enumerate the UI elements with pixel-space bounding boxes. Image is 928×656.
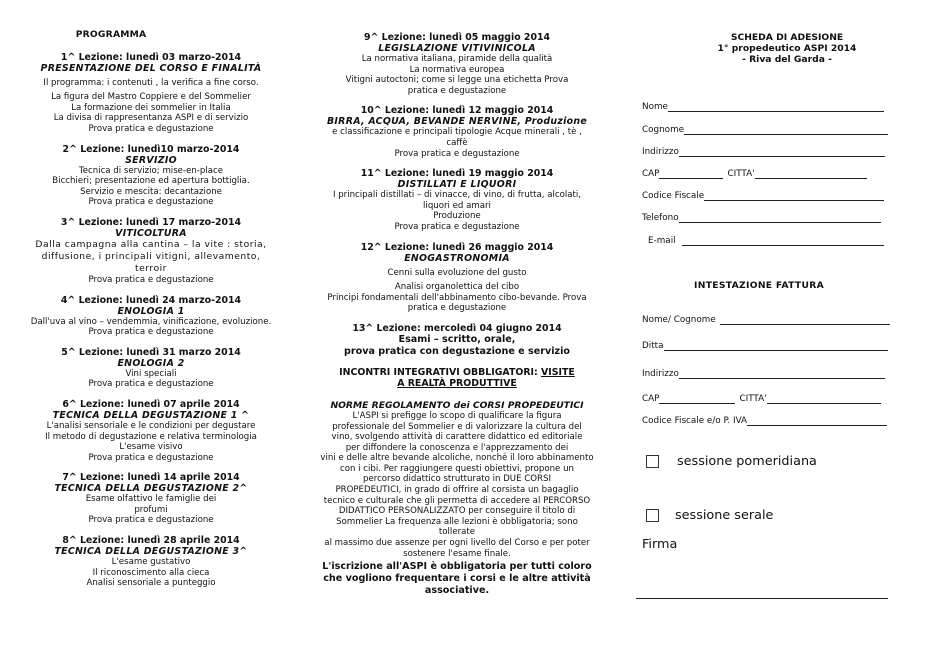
field-ditta-label: Ditta [642, 341, 664, 351]
field-nome-cognome-label: Nome/ Cognome [642, 315, 716, 325]
incontri-link-1: VISITE [541, 366, 575, 378]
lesson-line: Dall'uva al vino – vendemmia, vinificazione, evoluzione. [30, 316, 272, 327]
field-nome-line[interactable] [668, 102, 884, 112]
lesson-line: Prova pratica e degustazione [88, 379, 214, 390]
lesson-heading: 7^ Lezione: lunedì 14 aprile 2014 [62, 472, 240, 484]
field-cap-line[interactable] [659, 169, 723, 179]
closing-line: associative. [424, 585, 490, 597]
lesson-line: Prova pratica e degustazione [88, 123, 214, 134]
norme-line: percorso didattico strutturato in DUE CORSI [362, 474, 551, 485]
field-cf-piva-label: Codice Fiscale e/o P. IVA [642, 416, 748, 426]
lesson-subject: VITICOLTURA [115, 227, 187, 239]
lesson-heading: 1^ Lezione: lunedì 03 marzo-2014 [60, 51, 242, 63]
field-nome[interactable] [642, 98, 884, 112]
lesson-line: Il riconoscimento alla cieca [92, 567, 210, 578]
sessione-serale-label: sessione serale [675, 508, 774, 523]
lesson-line: Prova pratica e degustazione [88, 197, 214, 208]
lesson-block [318, 32, 596, 96]
lesson-line: Prova pratica e degustazione [88, 327, 214, 338]
field-citta-line[interactable] [755, 169, 867, 179]
lesson-line: Dalla campagna alla cantina – la vite : storia, [35, 238, 267, 250]
lesson-line: Cenni sulla evoluzione del gusto [387, 267, 527, 278]
field-codice-fiscale-label: Codice Fiscale [642, 191, 705, 201]
checkbox-serale[interactable] [646, 509, 659, 522]
field-indirizzo-line[interactable] [679, 147, 885, 157]
lesson-line: Analisi organolettica del cibo [394, 282, 520, 293]
norme-title: NORME REGOLAMENTO dei CORSI PROPEDEUTICI [330, 399, 584, 411]
field-cap-fattura-label: CAP [642, 394, 660, 404]
lesson-line: Tecnica di servizio; mise-en-place [78, 165, 224, 176]
closing-line: L'iscrizione all'ASPI è obbligatoria per tutti coloro [322, 561, 592, 573]
field-codice-fiscale[interactable] [642, 187, 884, 201]
lesson-heading: 4^ Lezione: lunedì 24 marzo-2014 [60, 294, 242, 306]
exam-line: prova pratica con degustazione e servizio [344, 345, 570, 357]
field-cap-label: CAP [642, 169, 660, 179]
field-indirizzo-fattura[interactable] [642, 365, 885, 379]
lessons-list-1 [26, 52, 276, 589]
lesson-line: I principali distillati – di vinacce, di vino, di frutta, alcolati, [332, 190, 582, 201]
lesson-line: La figura del Mastro Coppiere e del Sommelier [51, 92, 251, 103]
lesson-line: Bicchieri; presentazione ed apertura bottiglia. [52, 176, 250, 187]
closing-line: che vogliono frequentare i corsi e le altre attività [323, 573, 591, 585]
field-cognome-line[interactable] [684, 125, 888, 135]
lesson-subject: ENOGASTRONOMIA [404, 252, 510, 264]
lesson-block [26, 472, 276, 526]
lesson-block [26, 144, 276, 208]
lesson-heading: 2^ Lezione: lunedì10 marzo-2014 [62, 143, 240, 155]
program-column-2 [318, 32, 596, 597]
field-cognome[interactable] [642, 121, 888, 135]
lesson-block [318, 105, 596, 159]
norme-line: L'ASPI si prefigge lo scopo di qualificare la figura [352, 410, 562, 421]
lesson-line: La normativa italiana, piramide della qualità [361, 54, 553, 64]
lesson-heading: 5^ Lezione: lunedì 31 marzo 2014 [61, 346, 241, 358]
field-cf-piva-line[interactable] [747, 416, 887, 426]
lesson-heading: 8^ Lezione: lunedì 28 aprile 2014 [62, 535, 240, 547]
lesson-line: caffè [446, 137, 468, 148]
lesson-line: Principi fondamentali dell'abbinamento cibo-bevande. Prova [327, 292, 587, 303]
lesson-line: L'esame gustativo [111, 557, 191, 568]
sessione-pomeridiana-label: sessione pomeridiana [677, 454, 817, 469]
lesson-block [26, 217, 276, 286]
norme-line: tecnico e culturale che gli permetta di accedere al PERCORSO [323, 495, 591, 506]
lesson-subject: ENOLOGIA 2 [117, 357, 185, 369]
lesson-line: Produzione [433, 211, 481, 222]
option-sessione-serale[interactable] [646, 508, 773, 523]
norme-line: DIDATTICO PERSONALIZZATO per conseguire il titolo di [338, 506, 576, 517]
field-cognome-label: Cognome [642, 125, 685, 135]
field-cf-piva[interactable] [642, 412, 887, 426]
adesione-course: 1° propedeutico ASPI 2014 [717, 43, 857, 54]
lesson-line: Vini speciali [125, 368, 177, 379]
lesson-line: diffusione, i principali vitigni, allevamento, terroir [41, 250, 261, 274]
field-telefono-line[interactable] [679, 213, 881, 223]
field-cap-fattura-line[interactable] [659, 394, 735, 404]
norme-line: per diffondere la conoscenza e l'apprezzamento dei [345, 442, 569, 453]
lessons-list-2 [318, 32, 596, 358]
adesione-header [636, 32, 898, 65]
field-email-label: E-mail [648, 236, 676, 246]
lesson-line: liquori ed amari [423, 200, 491, 211]
lesson-subject: DISTILLATI E LIQUORI [397, 179, 517, 191]
lesson-line: profumi [134, 504, 168, 515]
incontri-link-2: A REALTÀ PRODUTTIVE [397, 377, 517, 389]
lesson-line: pratica e degustazione [407, 303, 507, 314]
lesson-heading: 6^ Lezione: lunedì 07 aprile 2014 [62, 398, 240, 410]
lesson-subject: SERVIZIO [125, 154, 177, 166]
lesson-subject: LEGISLAZIONE VITIVINICOLA [378, 43, 536, 54]
lesson-line: Vitigni autoctoni; come si legge una etichetta Prova [345, 75, 569, 86]
lesson-block [318, 168, 596, 232]
field-indirizzo-fattura-label: Indirizzo [642, 369, 679, 379]
lesson-block [318, 242, 596, 314]
lesson-line: L'analisi sensoriale e le condizioni per degustare [46, 420, 256, 431]
lesson-heading: 11^ Lezione: lunedì 19 maggio 2014 [360, 168, 554, 180]
lesson-subject: TECNICA DELLA DEGUSTAZIONE 3^ [54, 546, 248, 558]
norme-line: vino, svolgendo attività di carattere didattico ed editoriale [331, 432, 583, 443]
field-email[interactable] [648, 232, 884, 246]
firma-line[interactable] [636, 598, 888, 599]
lesson-heading: 3^ Lezione: lunedì 17 marzo-2014 [60, 216, 242, 228]
lesson-line: Prova pratica e degustazione [394, 221, 520, 232]
field-indirizzo[interactable] [642, 143, 885, 157]
lesson-subject: BIRRA, ACQUA, BEVANDE NERVINE, Produzione [326, 116, 588, 128]
option-sessione-pomeridiana[interactable] [646, 454, 817, 469]
form-column [636, 32, 898, 523]
lesson-line: Analisi sensoriale a punteggio [86, 578, 216, 589]
lesson-block [26, 535, 276, 589]
field-indirizzo-fattura-line[interactable] [679, 369, 885, 379]
lesson-block [318, 323, 596, 358]
lesson-line: e classificazione e principali tipologie Acque minerali , tè , [332, 127, 582, 138]
incontri-prefix: INCONTRI INTEGRATIVI OBBLIGATORI: [339, 366, 542, 378]
lesson-line: La formazione dei sommelier in Italia [71, 102, 231, 113]
lesson-line: La divisa di rappresentanza ASPI e di servizio [53, 113, 249, 124]
lesson-line: Prova pratica e degustazione [88, 515, 214, 526]
field-citta-fattura-line[interactable] [767, 394, 881, 404]
lesson-block [26, 399, 276, 463]
field-nome-cognome[interactable] [642, 311, 890, 325]
lesson-line: Prova pratica e degustazione [394, 148, 520, 159]
field-telefono-label: Telefono [642, 213, 679, 223]
lesson-subject: TECNICA DELLA DEGUSTAZIONE 2^ [54, 483, 248, 495]
lesson-subject: PRESENTAZIONE DEL CORSO E FINALITÀ [40, 62, 262, 74]
program-column-1 [26, 30, 276, 598]
lesson-block [26, 347, 276, 390]
lesson-heading: 12^ Lezione: lunedì 26 maggio 2014 [360, 241, 554, 253]
exam-line: Esami – scritto, orale, [398, 333, 516, 345]
checkbox-pomeridiana[interactable] [646, 455, 659, 468]
lesson-line: Il metodo di degustazione e relativa terminologia [45, 431, 257, 442]
norme-body [318, 411, 596, 559]
norme-line: professionale del Sommelier e di valorizzare la cultura del [332, 421, 582, 432]
field-cap-citta-fattura[interactable] [642, 390, 881, 404]
lesson-heading: 9^ Lezione: lunedì 05 maggio 2014 [363, 32, 551, 43]
field-ditta[interactable] [642, 337, 888, 351]
norme-line: vini e delle altre bevande alcoliche, nonché il loro abbinamento [320, 453, 594, 464]
field-cap-citta[interactable] [642, 165, 867, 179]
closing-statement [318, 561, 596, 597]
lesson-block [26, 52, 276, 135]
norme-line: PROPEDEUTICI, in grado di offrire al corsista un bagaglio [335, 485, 579, 496]
intestazione-fattura-title: INTESTAZIONE FATTURA [694, 280, 824, 291]
field-ditta-line[interactable] [664, 341, 888, 351]
lesson-line: L'esame visivo [119, 442, 183, 453]
field-codice-fiscale-line[interactable] [704, 191, 884, 201]
field-email-line[interactable] [682, 236, 884, 246]
adesione-title: SCHEDA DI ADESIONE [730, 32, 844, 43]
lesson-line: Esame olfattivo le famiglie dei [85, 494, 217, 505]
lesson-line: Il programma: i contenuti , la verifica a fine corso. [43, 77, 259, 88]
norme-line: al massimo due assenze per ogni livello del Corso e per poter [324, 538, 590, 549]
firma-label: Firma [642, 537, 678, 552]
lesson-heading: 10^ Lezione: lunedì 12 maggio 2014 [360, 105, 554, 117]
field-nome-cognome-line[interactable] [720, 315, 890, 325]
program-title: PROGRAMMA [75, 29, 147, 40]
field-telefono[interactable] [642, 209, 881, 223]
lesson-line: Prova pratica e degustazione [88, 452, 214, 463]
lesson-line: pratica e degustazione [407, 85, 507, 96]
field-citta-label: CITTA' [727, 169, 755, 179]
lesson-subject: TECNICA DELLA DEGUSTAZIONE 1 ^ [52, 409, 250, 421]
lesson-heading: 13^ Lezione: mercoledì 04 giugno 2014 [352, 322, 562, 334]
incontri-integrativi [318, 367, 596, 389]
lesson-block [26, 295, 276, 338]
adesione-location: - Riva del Garda - [742, 54, 832, 65]
lesson-subject: ENOLOGIA 1 [117, 305, 185, 317]
field-indirizzo-label: Indirizzo [642, 147, 679, 157]
field-citta-fattura-label: CITTA' [739, 394, 767, 404]
lesson-line: La normativa europea [409, 64, 505, 75]
lesson-line: Servizio e mescita: decantazione [80, 186, 222, 197]
lesson-line: Prova pratica e degustazione [88, 274, 214, 285]
field-nome-label: Nome [642, 102, 668, 112]
norme-line: Sommelier La frequenza alle lezioni è obbligatoria; sono tollerate [336, 516, 578, 538]
norme-line: sostenere l'esame finale. [403, 548, 511, 559]
norme-line: con i cibi. Per raggiungere questi obiettivi, propone un [340, 463, 574, 474]
